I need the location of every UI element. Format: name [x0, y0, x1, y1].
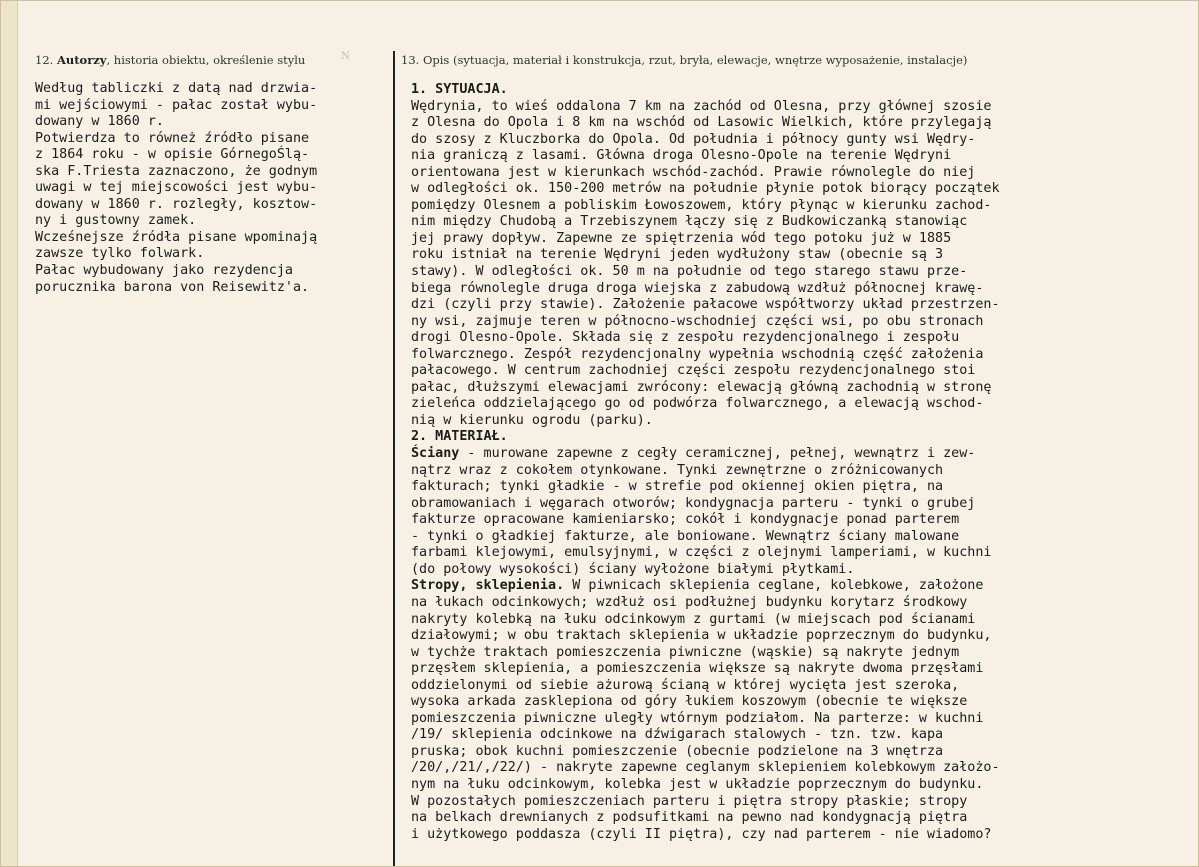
left-text-line: mi wejściowymi - pałac został wybu- — [35, 97, 318, 113]
section-1-title: 1. SYTUACJA. — [411, 82, 508, 97]
page-binding-edge — [1, 1, 18, 867]
ceilings-line: w tychże traktach pomieszczenia piwniczne (wąskie) są nakryte jednym — [411, 644, 960, 660]
section-2-title: 2. MATERIAŁ. — [411, 429, 508, 445]
section-1-line: z Olesna do Opola i 8 km na wschód od Lasowic Wielkich, które przylegają — [411, 115, 992, 131]
right-column-text — [411, 82, 1185, 843]
section-1-line: nia graniczą z lasami. Główna droga Olesno-Opole na terenie Wędryni — [411, 148, 952, 164]
ceilings-line: W pozostałych pomieszczeniach parteru i piętra stropy płaskie; stropy — [411, 793, 968, 809]
left-text-line: uwagi w tej miejscowości jest wybu- — [35, 180, 318, 196]
column-divider — [393, 51, 395, 867]
left-text-line: ny i gustowny zamek. — [35, 213, 197, 229]
left-text-line: Pałac wybudowany jako rezydencja — [35, 263, 293, 279]
ceilings-line: działowymi; w obu traktach sklepienia w układzie poprzecznym do budynku, — [411, 628, 992, 644]
ceilings-line: na łukach odcinkowych; wzdłuż osi podłużnej budynku korytarz środkowy — [411, 594, 968, 610]
left-text-line: dowany w 1860 r. rozległy, kosztow- — [35, 196, 318, 212]
left-column-header — [35, 53, 305, 67]
ceilings-line: /20/,/21/,/22/) - nakryte zapewne ceglanym sklepieniem kolebkowym założo- — [411, 760, 1000, 776]
left-header-bold: Autorzy — [56, 53, 107, 67]
section-1-line: jej prawy dopływ. Zapewne ze spiętrzenia wód tego potoku już w 1885 — [411, 230, 952, 246]
left-text-line: Według tabliczki z datą nad drzwia- — [35, 81, 318, 96]
left-text-line: ska F.Triesta zaznaczono, że godnym — [35, 163, 318, 179]
section-1-line: do szosy z Kluczborka do Opola. Od południa i północy gunty wsi Wędry- — [411, 131, 976, 147]
ceilings-first-line — [411, 578, 1185, 595]
left-text-line: z 1864 roku - w opisie GórnegoŚlą- — [35, 147, 310, 163]
walls-line: fakturach; tynki gładkie - w strefie pod okiennej okien piętra, na — [411, 479, 944, 495]
left-column-text — [35, 81, 385, 296]
section-1-line: pałac, dłuższymi elewacjami zwrócony: elewacją główną zachodnią w stronę — [411, 379, 992, 395]
walls-lead: Ściany — [411, 446, 460, 462]
section-1-line: zieleńca oddzielającego go od podwórza folwarcznego, a elewacją wschod- — [411, 396, 984, 412]
section-1-line: pałacowego. W centrum zachodniej części zespołu rezydencjonalnego stoi — [411, 363, 976, 379]
ceilings-line: przęsłem sklepienia, a pomieszczenia większe są nakryte dwoma przęsłami — [411, 661, 984, 677]
ceilings-line: nakryty kolebką na łuku odcinkowym z gurtami (w miejscach pod ścianami — [411, 611, 976, 627]
left-header-rest: , historia obiektu, określenie stylu — [106, 53, 306, 67]
ceilings-line: na belkach drewnianych z podsufitkami na pewno nad kondygnacją piętra — [411, 810, 968, 826]
walls-first-rest: - murowane zapewne z cegły ceramicznej, pełnej, wewnątrz i zew- — [459, 446, 976, 462]
faint-mark: N — [341, 51, 350, 62]
section-1-line: stawy). W odległości ok. 50 m na południe od tego starego stawu prze- — [411, 264, 968, 280]
ceilings-line: pruska; obok kuchni pomieszczenie (obecnie podzielone na 3 wnętrza — [411, 743, 944, 759]
left-header-prefix: 12. — [35, 53, 57, 67]
walls-line: - tynki o gładkiej fakturze, ale boniowane. Wewnątrz ściany malowane — [411, 528, 960, 544]
walls-body — [411, 463, 1185, 579]
ceilings-lead: Stropy, sklepienia. — [411, 578, 565, 594]
walls-line: (do połowy wysokości) ściany wyłożone białymi płytkami. — [411, 561, 855, 577]
section-1-line: nią w kierunku ogrodu (parku). — [411, 412, 653, 428]
section-1-line: roku istniał na terenie Wędryni jeden wydłużony staw (obecnie są 3 — [411, 247, 944, 263]
section-1-line: dzi (czyli przy stawie). Założenie pałacowe współtworzy układ przestrzen- — [411, 297, 1000, 313]
section-1-line: biega równolegle druga droga wiejska z zabudową wzdłuż północnej krawę- — [411, 280, 984, 296]
ceilings-line: pomieszczenia piwniczne uległy wtórnym podziałom. Na parterze: w kuchni — [411, 710, 984, 726]
section-1-line: drogi Olesno-Opole. Składa się z zespołu rezydencjonalnego i zespołu — [411, 330, 960, 346]
ceilings-line: i użytkowego poddasza (czyli II piętra), czy nad parterem - nie wiadomo? — [411, 826, 992, 842]
ceilings-line: oddzielonymi od siebie ażurową ścianą w której wycięta jest szeroka, — [411, 677, 960, 693]
ceilings-line: wysoka arkada zasklepiona od góry łukiem koszowym (obecnie te większe — [411, 694, 968, 710]
ceilings-body — [411, 595, 1185, 843]
ceilings-line: /19/ sklepienia odcinkowe na dźwigarach stalowych - tzn. tzw. kapa — [411, 727, 944, 743]
section-1-line: orientowana jest w kierunkach wschód-zachód. Prawie równolegle do niej — [411, 164, 976, 180]
walls-line: nątrz wraz z cokołem otynkowane. Tynki zewnętrzne o zróżnicowanych — [411, 462, 944, 478]
section-1-line: ny wsi, zajmuje teren w północno-wschodniej części wsi, po obu stronach — [411, 313, 984, 329]
section-1-line: folwarcznego. Zespół rezydencjonalny wypełnia wschodnią część założenia — [411, 346, 984, 362]
left-text-line: porucznika barona von Reisewitz'a. — [35, 279, 310, 295]
section-1-body — [411, 99, 1185, 430]
walls-first-line — [411, 446, 1185, 463]
section-1-line: pomiędzy Olesnem a pobliskim Łowoszowem, który płynąc w kierunku zachod- — [411, 197, 992, 213]
left-text-line: zawsze tylko folwark. — [35, 246, 205, 262]
walls-line: farbami klejowymi, emulsyjnymi, w części z olejnymi lamperiami, w kuchni — [411, 545, 992, 561]
left-text-line: Potwierdza to równeż źródło pisane — [35, 130, 310, 146]
ceilings-line: nym na łuku odcinkowym, kolebka jest w układzie poprzecznym do budynku. — [411, 776, 984, 792]
section-1-line: w odległości ok. 150-200 metrów na południe płynie potok biorący początek — [411, 181, 1000, 197]
ceilings-first-rest: W piwnicach sklepienia ceglane, kolebkowe, założone — [564, 578, 984, 594]
right-column-header: 13. Opis (sytuacja, materiał i konstrukcja, rzut, bryła, elewacje, wnętrze wyposażenie, instalacje) — [401, 53, 968, 67]
walls-line: obramowaniach i węgarach otworów; kondygnacja parteru - tynki o grubej — [411, 495, 976, 511]
section-1-line: nim między Chudobą a Trzebiszynem łączy się z Budkowiczanką stanowiąc — [411, 214, 968, 230]
walls-line: fakturze opracowane kamieniarsko; cokół i kondygnacje ponad parterem — [411, 512, 960, 528]
left-text-line: dowany w 1860 r. — [35, 114, 164, 130]
section-1-line: Wędrynia, to wieś oddalona 7 km na zachód od Olesna, przy głównej szosie — [411, 98, 992, 114]
left-text-line: Wcześnejsze źródła pisane wpominają — [35, 229, 318, 245]
